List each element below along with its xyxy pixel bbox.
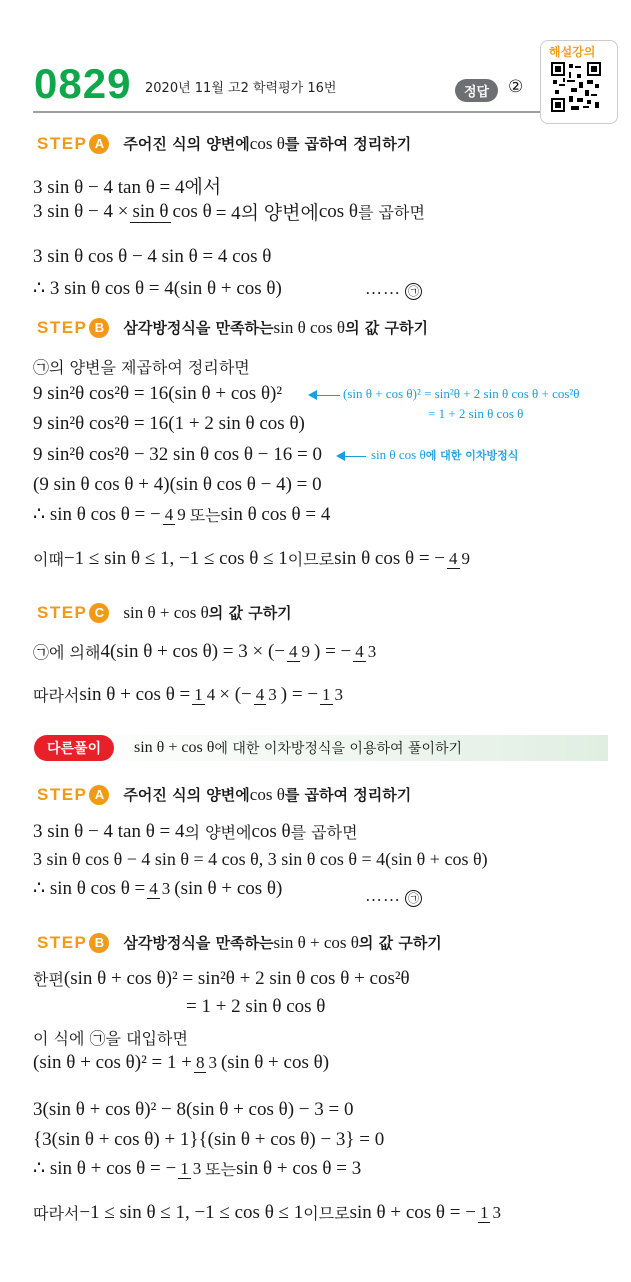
math-text: 3 sin θ − 4 × xyxy=(33,200,129,222)
text-line: 이 식에 ㉠을 대입하면 xyxy=(33,1029,188,1048)
step-title-text: 주어진 식의 양변에 xyxy=(123,786,250,804)
step-title-text: 를 곱하여 정리하기 xyxy=(284,135,412,153)
fraction: 4 3 xyxy=(149,878,171,898)
math-line: ∴ sin θ cos θ = 4 3 (sin θ + cos θ) xyxy=(33,877,283,899)
math-line: 3 sin θ − 4 tan θ = 4 의 양변에 cos θ 를 곱하면 xyxy=(33,820,358,842)
math-line: {3(sin θ + cos θ) + 1}{(sin θ + cos θ) − 3} = 0 xyxy=(33,1129,385,1150)
math-line: 따라서 sin θ + cos θ = 1 4 × (− 4 3 ) = − 1 3 xyxy=(33,683,344,705)
fraction: 1 3 xyxy=(180,1158,202,1178)
step-c-heading xyxy=(37,602,292,623)
step-word: STEP xyxy=(37,133,88,153)
fraction: sin θ cos θ xyxy=(132,200,212,222)
arrow-icon xyxy=(316,395,340,396)
math-line: 따라서 −1 ≤ sin θ ≤ 1, −1 ≤ cos θ ≤ 1 이므로 sin θ + cos θ = − 1 3 xyxy=(33,1201,501,1223)
math-line: 3 sin θ − 4 tan θ = 4에서 xyxy=(33,177,222,198)
step-title-text: 의 값 구하기 xyxy=(345,319,428,337)
math-line: 9 sin²θ cos²θ = 16(sin θ + cos θ)² xyxy=(33,383,283,404)
fraction: 1 4 xyxy=(194,684,216,704)
step-badge-icon: C xyxy=(89,603,109,623)
fraction: 8 3 xyxy=(195,1053,217,1072)
fraction: 4 9 xyxy=(449,548,471,568)
math-line: 3(sin θ + cos θ)² − 8(sin θ + cos θ) − 3 = 0 xyxy=(33,1099,354,1120)
qr-label: 해설강의 xyxy=(549,45,596,59)
annotation-note: = 1 + 2 sin θ cos θ xyxy=(428,406,524,421)
annotation-note: sin θ cos θ 에 대한 이차방정식 xyxy=(371,447,519,462)
text-line: ㉠의 양변을 제곱하여 정리하면 xyxy=(33,358,250,377)
step-word: STEP xyxy=(37,317,88,337)
math-line xyxy=(33,198,425,225)
math-line: ∴ sin θ + cos θ = − 1 3 또는 sin θ + cos θ = 3 xyxy=(33,1157,362,1179)
step-b-heading xyxy=(37,317,428,338)
step-a-heading xyxy=(37,133,411,154)
step-word: STEP xyxy=(37,602,88,622)
math-line: 3 sin θ cos θ − 4 sin θ = 4 cos θ, 3 sin θ cos θ = 4(sin θ + cos θ) xyxy=(33,849,488,869)
step-title-math: cos θ xyxy=(249,784,285,804)
step-title-text: 의 값 구하기 xyxy=(358,934,442,952)
alt-solution-title: sin θ + cos θ 에 대한 이차방정식을 이용하여 풀이하기 xyxy=(134,739,463,757)
ellipsis: …… xyxy=(365,886,401,905)
step-title-text: 를 곱하여 정리하기 xyxy=(284,786,412,804)
step-badge-icon: A xyxy=(89,785,109,805)
math-text: = 4의 양변에 xyxy=(215,203,319,224)
step-word: STEP xyxy=(37,932,88,952)
annotation-note: (sin θ + cos θ)² = sin²θ + 2 sin θ cos θ + cos²θ xyxy=(343,386,580,401)
arrow-head-icon xyxy=(308,390,317,400)
math-line: = 1 + 2 sin θ cos θ xyxy=(186,996,326,1017)
math-line: (sin θ + cos θ)² = 1 + 8 3 (sin θ + cos θ) xyxy=(33,1052,330,1073)
fraction: 4 9 xyxy=(289,641,311,661)
fraction: 1 3 xyxy=(322,684,344,704)
step-badge-icon: B xyxy=(89,933,109,953)
step-title-math: sin θ + cos θ xyxy=(123,602,209,622)
math-line: 이때 −1 ≤ sin θ ≤ 1, −1 ≤ cos θ ≤ 1 이므로 sin θ cos θ = − 4 9 xyxy=(33,547,471,569)
step-badge-icon: B xyxy=(89,318,109,338)
step-title-text: 삼각방정식을 만족하는 xyxy=(123,319,274,337)
problem-number: 0829 xyxy=(34,60,132,107)
math-text: cos θ xyxy=(318,200,359,222)
alt-step-a-heading xyxy=(37,784,411,805)
math-line: (9 sin θ cos θ + 4)(sin θ cos θ − 4) = 0 xyxy=(33,474,322,495)
alt-solution-badge: 다른풀이 xyxy=(34,735,114,761)
qr-code-icon[interactable] xyxy=(551,62,601,112)
math-line: ㉠에 의해 4(sin θ + cos θ) = 3 × (− 4 9 ) = − 4 3 xyxy=(33,640,377,662)
step-badge-icon: A xyxy=(89,134,109,154)
step-title-math: cos θ xyxy=(249,133,285,153)
math-line: 9 sin²θ cos²θ − 32 sin θ cos θ − 16 = 0 xyxy=(33,444,322,465)
step-word: STEP xyxy=(37,784,88,804)
text: 를 곱하면 xyxy=(358,203,425,222)
arrow-icon xyxy=(344,456,366,457)
header-divider xyxy=(33,111,545,113)
step-title-math: sin θ + cos θ xyxy=(273,932,359,952)
answer-value: ② xyxy=(508,77,524,97)
step-title-math: sin θ cos θ xyxy=(273,317,346,337)
fraction: 1 3 xyxy=(479,1202,501,1222)
step-title-text: 주어진 식의 양변에 xyxy=(123,135,250,153)
math-line: ∴ sin θ cos θ = − 4 9 또는 sin θ cos θ = 4 xyxy=(33,503,331,525)
math-line: 한편 (sin θ + cos θ)² = sin²θ + 2 sin θ cos θ + cos²θ xyxy=(33,967,410,989)
math-line: ∴ 3 sin θ cos θ = 4(sin θ + cos θ) xyxy=(33,278,282,299)
alt-step-b-heading xyxy=(37,932,442,953)
equation-mark: ㉠ xyxy=(405,280,422,300)
fraction: 4 9 xyxy=(164,504,186,524)
answer-label-badge: 정답 xyxy=(455,79,498,102)
step-title-text: 의 값 구하기 xyxy=(208,604,292,622)
ellipsis: …… xyxy=(365,279,401,298)
fraction: 4 3 xyxy=(255,684,277,704)
equation-mark: ㉠ xyxy=(405,887,422,907)
step-title-text: 삼각방정식을 만족하는 xyxy=(123,934,274,952)
math-line: 9 sin²θ cos²θ = 16(1 + 2 sin θ cos θ) xyxy=(33,413,305,434)
math-line: 3 sin θ cos θ − 4 sin θ = 4 cos θ xyxy=(33,246,272,267)
problem-source: 2020년 11월 고2 학력평가 16번 xyxy=(145,81,337,96)
fraction: 4 3 xyxy=(355,641,377,661)
arrow-head-icon xyxy=(336,451,345,461)
